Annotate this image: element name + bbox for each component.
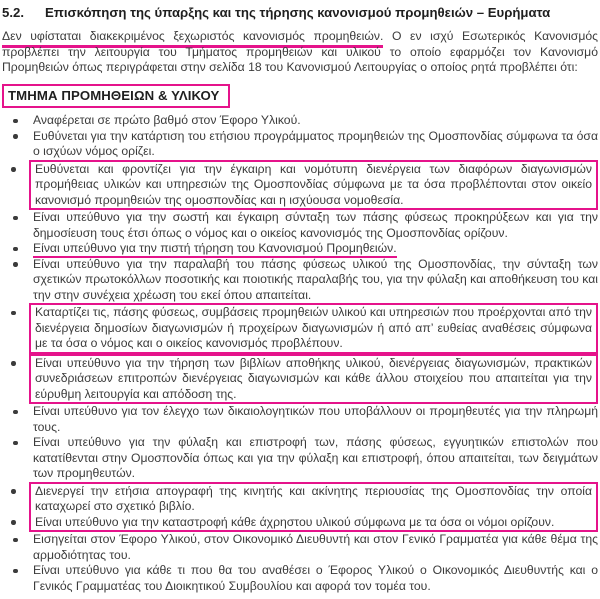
list-item-text: Είναι υπεύθυνο για την καταστροφή κάθε άχρηστου υλικού σύμφωνα με τα όσα οι νόμοι ορίζουν. <box>35 514 555 529</box>
section-number: 5.2. <box>2 5 24 20</box>
list-item-highlighted <box>31 515 596 531</box>
bullet-marker <box>13 119 18 124</box>
bullet-list <box>2 113 598 594</box>
intro-paragraph-rest: Ο εν ισχύ Εσωτερικός Κανονισμός προβλέπει την λειτουργία του Τμήματος προμηθειών και υλικού το οποίο εφαρμόζει τον Κανονισμό Προμηθειών όπως περιγράφεται στην σελίδα 18 του Κανονισμού Λειτουργίας ο οποίος ρητά προβλέπει ότι: <box>2 29 599 74</box>
list-item <box>2 129 598 160</box>
list-item-text: Είναι υπεύθυνο για την φύλαξη και επιστροφή των, πάσης φύσεως, εγγυητικών επιστολών που κατατίθενται στην Ομοσπονδία όπως και για την φύλαξη και επιστροφή, όπου απαιτείται, των δειγμάτων των προμηθευτών. <box>33 435 598 480</box>
bullet-marker <box>11 311 16 316</box>
section-heading <box>2 5 598 21</box>
bullet-marker <box>13 216 18 221</box>
bullet-marker <box>13 262 18 267</box>
list-item-text: Είναι υπεύθυνο για τον έλεγχο των δικαιολογητικών που υποβάλλουν οι προμηθευτές για την πληρωμή τους. <box>33 404 598 434</box>
list-item-highlighted <box>29 160 598 211</box>
list-item <box>2 435 598 482</box>
list-item-text-underlined: Είναι υπεύθυνο για την πιστή τήρηση του Κανονισμού Προμηθειών. <box>33 241 397 258</box>
list-item <box>2 241 598 257</box>
list-item-highlighted <box>29 303 598 354</box>
list-item-text: Αναφέρεται σε πρώτο βαθμό στον Έφορο Υλικού. <box>33 113 301 127</box>
list-item-text: Ευθύνεται για την κατάρτιση του ετήσιου προγράμματος προμηθειών της Ομοσπονδίας σύμφωνα τα όσα ο ισχύων νόμος ορίζει. <box>33 128 598 158</box>
list-item-text: Είναι υπεύθυνο για κάθε τι που θα του αναθέσει ο Έφορος Υλικού ο Οικονομικός Διευθυντής και ο Γενικός Γραμματέας του Διοικητικού Συμβουλίου και αφορά τον τομέα του. <box>33 563 598 593</box>
list-item-text: Διενεργεί την ετήσια απογραφή της κινητής και ακίνητης περιουσίας της Ομοσπονδίας την οποία καταχωρεί στο σχετικό βιβλίο. <box>35 483 592 513</box>
list-item-text: Είναι υπεύθυνο για την σωστή και έγκαιρη σύνταξη των πάσης φύσεως προκηρύξεων και για την δημοσίευση τους έτσι όπως ο νόμος και ο οικείος κανονισμός της Ομοσπονδίας ορίζουν. <box>33 210 598 240</box>
list-item <box>2 113 598 129</box>
list-item <box>2 210 598 241</box>
bullet-marker <box>13 569 18 574</box>
department-heading-box <box>2 84 230 109</box>
list-item <box>2 563 598 594</box>
bullet-marker <box>13 410 18 415</box>
section-title: Επισκόπηση της ύπαρξης και της τήρησης κανονισμού προμηθειών – Ευρήματα <box>45 5 551 20</box>
bullet-marker <box>11 520 16 525</box>
list-item-highlighted <box>29 354 598 405</box>
list-item-text: Είναι υπεύθυνο για την παραλαβή του πάσης φύσεως υλικού της Ομοσπονδίας, την σύνταξη των σχετικών πρωτοκόλλων ποσοτικής και ποιοτικής παραλαβής του, για την φύλαξη και αποθήκευση του και την στην συνέχεια χρέωση του εκεί όπου απαιτείται. <box>33 256 598 302</box>
bullet-marker <box>11 489 16 494</box>
list-item <box>2 404 598 435</box>
bullet-marker <box>11 361 16 366</box>
list-item-text: Ευθύνεται και φροντίζει για την έγκαιρη και νομότυπη διενέργεια των διαφόρων διαγωνισμών προμήθειας υλικών και υπηρεσιών της Ομοσπονδίας σύμφωνα με τα όσα προβλέπονται στον οικείο κανονισμό προμηθειών της ομοσπονδίας και η ισχύουσα νομοθεσία. <box>35 161 592 207</box>
highlight-box-group <box>29 482 598 533</box>
bullet-marker <box>13 441 18 446</box>
underlined-finding: Δεν υφίσταται διακεκριμένος ξεχωριστός κανονισμός προμηθειών. <box>2 29 383 48</box>
bullet-marker <box>11 167 16 172</box>
list-item <box>2 532 598 563</box>
list-item-text: Καταρτίζει τις, πάσης φύσεως, συμβάσεις προμηθειών υλικού και υπηρεσιών που προέρχονται από την διενέργεια δημοσίων διαγωνισμών ή προχείρων διαγωνισμών ή από απ’ ευθείας αναθέσεις σύμφωνα με τα όσα ο νόμος και ο οικείος κανονισμός προβλέπουν. <box>35 305 592 350</box>
list-item <box>2 257 598 304</box>
list-item-text: Εισηγείται στον Έφορο Υλικού, στον Οικονομικό Διευθυντή και στον Γενικό Γραμματέα για κάθε θέμα της αρμοδιότητας του. <box>33 532 598 562</box>
intro-paragraph <box>2 29 598 76</box>
list-item-text: Είναι υπεύθυνο για την τήρηση των βιβλίων αποθήκης υλικού, διενέργειας διαγωνισμών, πρακτικών συνεδριάσεων επιτροπών διενέργειας διαγωνισμών και κάθε άλλου στοιχείου που απαιτείται για την εύρυθμη λειτουργία και απόδοση της. <box>35 355 592 401</box>
list-item-highlighted <box>31 484 596 515</box>
bullet-marker <box>13 538 18 543</box>
bullet-marker <box>13 134 18 139</box>
bullet-marker <box>13 247 18 252</box>
department-heading: ΤΜΗΜΑ ΠΡΟΜΗΘΕΙΩΝ & ΥΛΙΚΟΥ <box>8 87 220 103</box>
